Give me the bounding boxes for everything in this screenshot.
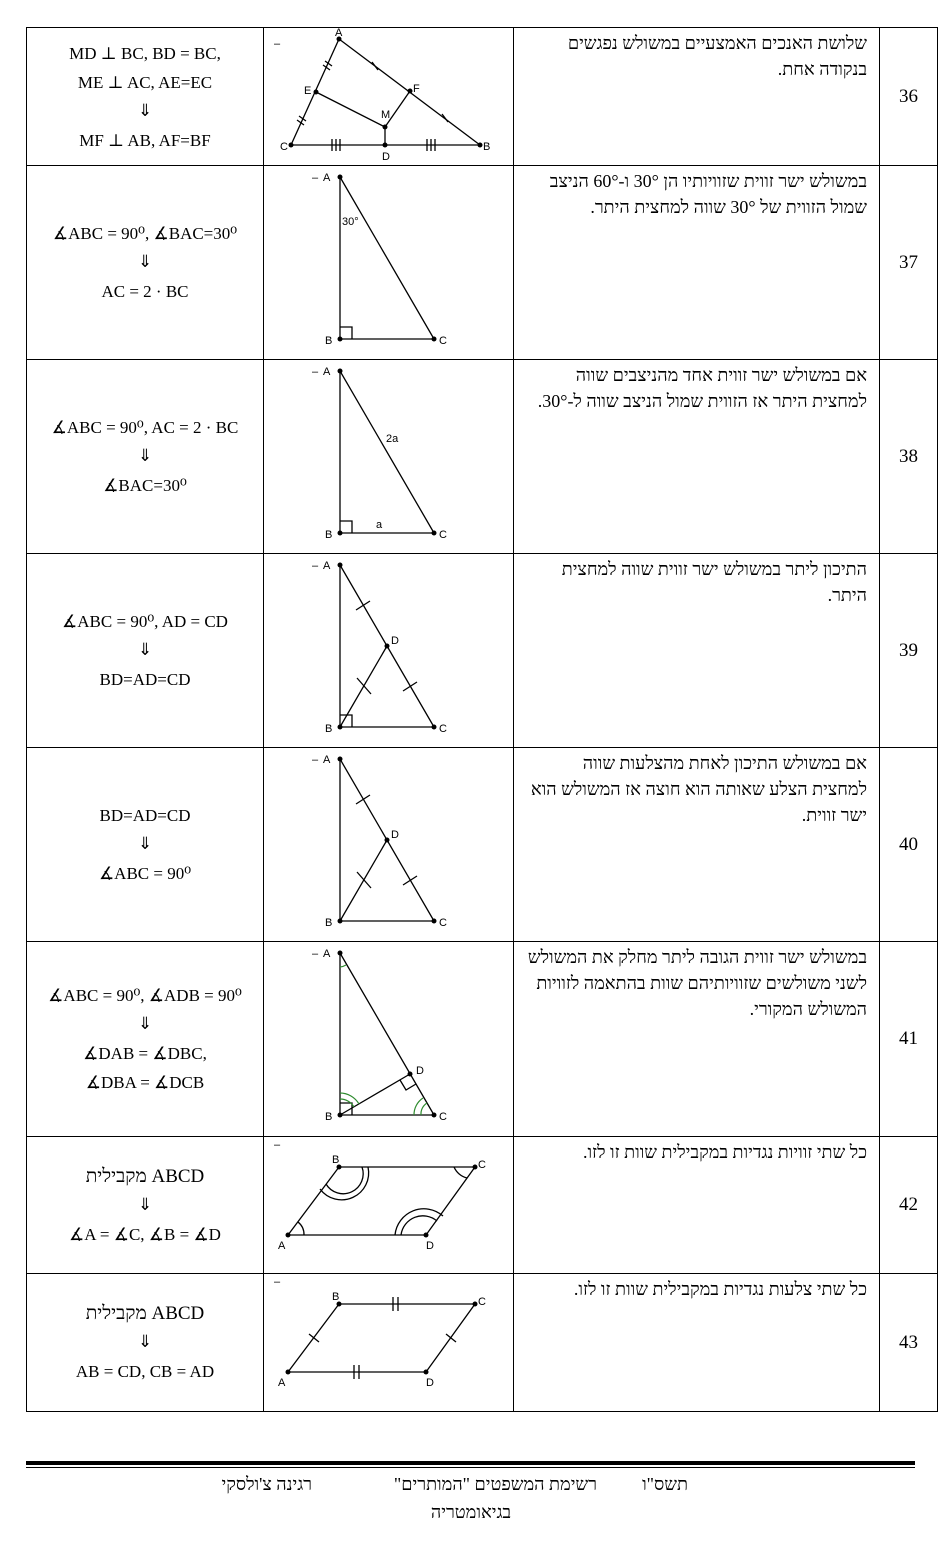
theorem-number: 39 (880, 554, 938, 748)
formula-line: ∡BAC=30⁰ (103, 476, 187, 495)
theorem-formula (27, 942, 264, 1137)
vertex-label-a: A (323, 560, 331, 572)
theorem-number: 40 (880, 748, 938, 942)
point-label-d: D (391, 635, 399, 647)
formula-line: ∡DBA = ∡DCB (85, 1073, 205, 1092)
vertex-label-c: C (478, 1296, 486, 1308)
formula-line: MD ⊥ BC, BD = BC, (69, 43, 221, 63)
footer-rule-thick (26, 1461, 915, 1465)
theorem-figure (264, 166, 514, 360)
right-triangle-30-figure (264, 166, 513, 359)
theorem-statement: כל שתי צלעות נגדיות במקבילית שוות זו לזו. (514, 1274, 880, 1412)
right-triangle-median-figure (264, 554, 513, 747)
point-label-e: E (304, 85, 312, 97)
implies-arrow: ⇓ (137, 446, 153, 466)
vertex-label-b: B (332, 1154, 340, 1166)
vertex-label-a: A (323, 754, 331, 766)
implies-arrow: ⇓ (137, 640, 153, 660)
theorem-row-39 (27, 554, 938, 748)
triangle-perpendicular-bisectors-figure (264, 28, 513, 165)
formula-line: ∡ABC = 90⁰, AC = 2 · BC (51, 418, 239, 437)
formula-line: ABCD מקבילית (85, 1303, 205, 1324)
theorem-row-36 (27, 28, 938, 166)
figure-marker: – (312, 560, 319, 572)
footer-subtitle: בגיאומטריה (430, 1502, 512, 1522)
formula-line: MF ⊥ AB, AF=BF (79, 130, 211, 150)
implies-arrow: ⇓ (137, 100, 153, 121)
theorem-number: 38 (880, 360, 938, 554)
theorem-number: 43 (880, 1274, 938, 1412)
theorem-number: 41 (880, 942, 938, 1137)
implies-arrow: ⇓ (137, 1014, 153, 1034)
parallelogram-sides-figure (264, 1274, 513, 1411)
footer-title: רשימת המשפטים "המותרים" (393, 1474, 597, 1494)
theorem-figure (264, 1274, 514, 1412)
vertex-label-b: B (325, 529, 333, 541)
theorem-formula (27, 1274, 264, 1412)
theorem-number: 42 (880, 1137, 938, 1274)
angle-arcs (340, 965, 427, 1115)
footer-rule-thin (26, 1467, 915, 1468)
vertex-label-b: B (332, 1291, 340, 1303)
formula-line: AB = CD, CB = AD (75, 1362, 215, 1381)
vertex-label-d: D (426, 1240, 434, 1252)
vertex-label-b: B (325, 1111, 333, 1123)
implies-arrow: ⇓ (137, 1332, 153, 1352)
theorem-figure (264, 942, 514, 1137)
vertex-label-a: A (323, 366, 331, 378)
leg-label: a (376, 519, 383, 531)
vertex-label-c: C (439, 723, 447, 735)
parallelogram-angles-figure (264, 1137, 513, 1273)
formula-line: ABCD מקבילית (85, 1165, 205, 1187)
theorem-number: 36 (880, 28, 938, 166)
formula-line: BD=AD=CD (99, 806, 191, 825)
formula-line: ∡DAB = ∡DBC, (83, 1044, 207, 1063)
theorem-row-40 (27, 748, 938, 942)
theorem-statement: התיכון ליתר במשולש ישר זווית שווה למחצית היתר. (514, 554, 880, 748)
theorem-figure (264, 554, 514, 748)
vertex-label-b: B (325, 335, 333, 347)
vertex-label-a: A (323, 172, 331, 184)
theorem-row-41 (27, 942, 938, 1137)
theorem-statement: במשולש ישר זווית שזוויותיו הן 30° ו-60° הניצב שמול הזווית של 30° שווה למחצית היתר. (514, 166, 880, 360)
theorems-table (26, 27, 938, 1412)
theorem-formula (27, 554, 264, 748)
theorem-row-38 (27, 360, 938, 554)
theorem-row-43 (27, 1274, 938, 1412)
formula-line: ∡ABC = 90⁰, ∡ADB = 90⁰ (48, 986, 242, 1005)
vertex-label-c: C (439, 917, 447, 929)
formula-line: ∡A = ∡C, ∡B = ∡D (69, 1224, 221, 1244)
vertex-label-c: C (439, 335, 447, 347)
point-label-d: D (416, 1065, 424, 1077)
theorem-figure (264, 748, 514, 942)
theorem-statement: שלושת האנכים האמצעיים במשולש נפגשים בנקודה אחת. (514, 28, 880, 166)
point-label-d: D (391, 829, 399, 841)
figure-marker: – (274, 38, 281, 50)
implies-arrow: ⇓ (137, 1194, 153, 1215)
theorem-number: 37 (880, 166, 938, 360)
formula-line: AC = 2 · BC (101, 282, 189, 301)
theorem-statement: אם במשולש ישר זווית אחד מהניצבים שווה למחצית היתר אז הזווית שמול הניצב שווה ל-30°. (514, 360, 880, 554)
theorem-formula (27, 166, 264, 360)
vertex-label-b: B (325, 723, 333, 735)
formula-line: ME ⊥ AC, AE=EC (77, 72, 213, 92)
theorem-formula (27, 360, 264, 554)
theorem-statement: אם במשולש התיכון לאחת מהצלעות שווה למחצית הצלע שאותה הוא חוצה אז המשולש הוא ישר זווית. (514, 748, 880, 942)
figure-marker: – (274, 1139, 281, 1151)
vertex-label-c: C (439, 1111, 447, 1123)
theorem-formula (27, 748, 264, 942)
formula-line: BD=AD=CD (99, 670, 191, 689)
footer-year: תשס"ו (642, 1474, 688, 1494)
formula-line: ∡ABC = 90⁰, ∡BAC=30⁰ (52, 224, 238, 243)
theorem-figure (264, 28, 514, 166)
theorem-formula (27, 1137, 264, 1274)
implies-arrow: ⇓ (137, 834, 153, 854)
right-triangle-altitude-figure (264, 942, 513, 1136)
vertex-label-a: A (278, 1240, 286, 1252)
formula-line: ∡ABC = 90⁰ (98, 864, 192, 883)
theorem-statement: כל שתי זוויות נגדיות במקבילית שוות זו לזו. (514, 1137, 880, 1274)
vertex-label-d: D (426, 1377, 434, 1389)
theorem-statement: במשולש ישר זווית הגובה ליתר מחלק את המשולש לשני משולשים שזוויותיהם שוות בהתאמה לזוויות המשולש המקורי. (514, 942, 880, 1137)
triangle-median-converse-figure (264, 748, 513, 941)
right-triangle-2a-figure (264, 360, 513, 553)
vertex-label-a: A (278, 1377, 286, 1389)
theorem-formula (27, 28, 264, 166)
point-label-d: D (382, 151, 390, 163)
implies-arrow: ⇓ (137, 252, 153, 272)
hypotenuse-label: 2a (386, 433, 399, 445)
theorem-figure (264, 1137, 514, 1274)
footer-author: רגינה צ'ולסקי (221, 1474, 312, 1494)
figure-marker: – (312, 366, 319, 378)
vertex-label-b: B (483, 141, 491, 153)
formula-line: ∡ABC = 90⁰, AD = CD (62, 612, 228, 631)
figure-marker: – (312, 172, 319, 184)
figure-marker: – (312, 754, 319, 766)
vertex-label-c: C (280, 141, 288, 153)
vertex-label-a: A (323, 948, 331, 960)
figure-marker: – (312, 948, 319, 960)
theorem-figure (264, 360, 514, 554)
point-label-f: F (413, 83, 420, 95)
theorem-row-42 (27, 1137, 938, 1274)
vertex-label-a: A (335, 28, 343, 39)
angle-label-30: 30° (342, 216, 359, 228)
vertex-label-b: B (325, 917, 333, 929)
vertex-label-c: C (478, 1159, 486, 1171)
figure-marker: – (274, 1276, 281, 1288)
theorem-row-37 (27, 166, 938, 360)
vertex-label-c: C (439, 529, 447, 541)
point-label-m: M (381, 109, 391, 121)
